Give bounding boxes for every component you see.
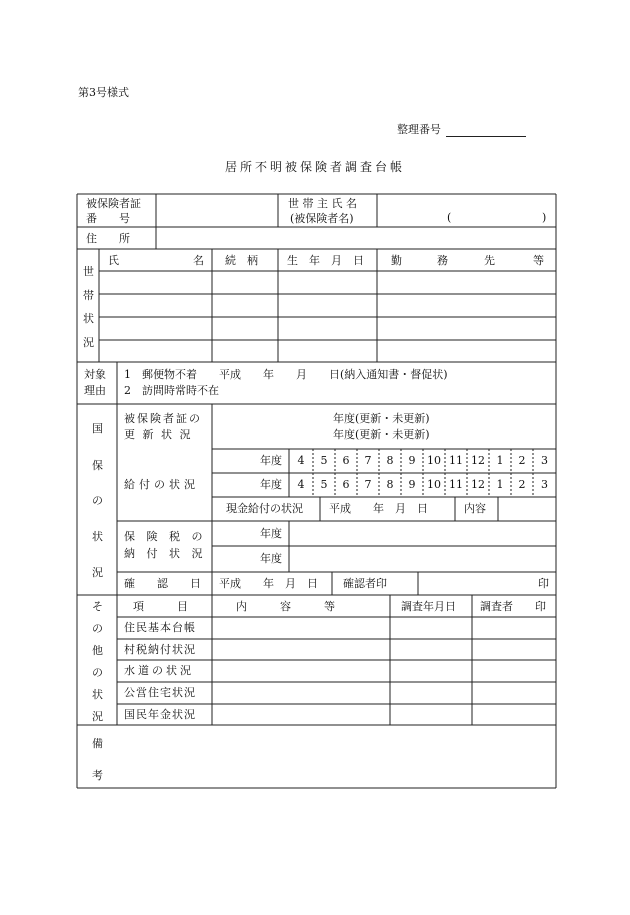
confirm-date-value: 平成 年 月 日 (219, 577, 318, 590)
confirmer-label: 確認者印 (343, 577, 387, 590)
col-name-2: 名 (193, 254, 204, 267)
remarks-field[interactable] (118, 726, 555, 787)
address-field[interactable] (157, 228, 555, 248)
month-cell[interactable]: 6 (342, 454, 350, 467)
col-survey-date: 調査年月日 (401, 600, 456, 613)
other-side-6: 況 (92, 710, 103, 723)
month-cell[interactable]: 11 (449, 478, 463, 491)
month-cell[interactable]: 5 (320, 478, 328, 491)
month-cell[interactable]: 7 (364, 454, 372, 467)
cash-benefit-label: 現金給付の状況 (226, 502, 303, 515)
household-side-2: 帯 (83, 289, 94, 302)
cert-renew-label-2: 更 新 状 況 (124, 428, 193, 441)
month-cell[interactable]: 2 (518, 454, 526, 467)
cash-benefit-date: 平成 年 月 日 (329, 502, 428, 515)
tax-label-2: 納 付 状 況 (124, 547, 207, 560)
month-cell[interactable]: 3 (541, 454, 548, 467)
target-reason-1: 1 郵便物不着 平成 年 月 日(納入通知書・督促状) (124, 368, 448, 381)
month-cell[interactable]: 10 (427, 454, 441, 467)
renew-line-2: 年度(更新・未更新) (333, 428, 430, 441)
benefit-label: 給付の状況 (124, 478, 199, 491)
month-cell[interactable]: 12 (471, 454, 485, 467)
month-cell[interactable]: 4 (297, 454, 305, 467)
household-side-3: 状 (83, 312, 94, 325)
kokuho-side-5: 況 (92, 566, 103, 579)
month-cell[interactable]: 1 (496, 478, 504, 491)
kokuho-side-2: 保 (92, 459, 103, 472)
other-side-2: の (92, 622, 103, 635)
cash-benefit-content-label: 内容 (464, 502, 486, 515)
month-cell[interactable]: 6 (342, 478, 350, 491)
address-label: 住 所 (86, 232, 130, 245)
household-side-1: 世 (83, 265, 94, 278)
tax-label-1: 保 険 税 の (124, 530, 207, 543)
household-side-4: 況 (83, 336, 94, 349)
other-item-5: 国民年金状況 (124, 708, 196, 721)
month-cell[interactable]: 9 (408, 454, 416, 467)
householder-name-field[interactable] (378, 195, 555, 226)
col-relation: 続 柄 (225, 254, 258, 267)
paren-open: ( (447, 211, 452, 224)
kokuho-side-1: 国 (92, 422, 103, 435)
col-work-4: 等 (533, 254, 544, 267)
cert-renew-label-1: 被保険者証の (124, 412, 202, 425)
other-side-5: 状 (92, 688, 103, 701)
month-cell[interactable]: 9 (408, 478, 416, 491)
cash-benefit-content-field[interactable] (499, 498, 555, 520)
other-item-1: 住民基本台帳 (124, 621, 196, 634)
month-cell[interactable]: 4 (297, 478, 305, 491)
householder-label-1: 世 帯 主 氏 名 (288, 197, 357, 210)
seiri-label: 整理番号 (397, 123, 441, 136)
month-cell[interactable]: 10 (427, 478, 441, 491)
month-cell[interactable]: 3 (541, 478, 548, 491)
month-cell[interactable]: 5 (320, 454, 328, 467)
col-name-1: 氏 (108, 254, 119, 267)
other-side-3: 他 (92, 644, 103, 657)
month-cell[interactable]: 8 (386, 454, 394, 467)
kokuho-side-3: の (92, 494, 103, 507)
renew-line-1: 年度(更新・未更新) (333, 412, 430, 425)
month-cell[interactable]: 12 (471, 478, 485, 491)
remarks-label-1: 備 (92, 737, 103, 750)
month-cell[interactable]: 8 (386, 478, 394, 491)
other-side-4: の (92, 666, 103, 679)
confirmer-seal: 印 (538, 577, 549, 590)
paren-close: ) (542, 211, 547, 224)
tax-nendo-1: 年度 (260, 527, 282, 540)
col-birth: 生 年 月 日 (287, 254, 364, 267)
target-label-1: 対象 (84, 368, 106, 381)
other-item-3: 水道の状況 (124, 664, 194, 677)
kokuho-side-4: 状 (92, 530, 103, 543)
other-item-4: 公営住宅状況 (124, 686, 196, 699)
cert-label-2: 番 号 (86, 212, 130, 225)
householder-label-2: (被保険者名) (290, 212, 354, 225)
col-investigator: 調査者 印 (480, 600, 546, 613)
tax-nendo-2: 年度 (260, 552, 282, 565)
col-work-2: 務 (437, 254, 448, 267)
col-item: 項 目 (133, 600, 188, 613)
remarks-label-2: 考 (92, 769, 103, 782)
form-number: 第3号様式 (78, 86, 129, 99)
cert-number-field[interactable] (157, 195, 277, 226)
cert-label-1: 被保険者証 (86, 197, 141, 210)
month-cell[interactable]: 7 (364, 478, 372, 491)
month-cell[interactable]: 2 (518, 478, 526, 491)
benefit-nendo-1: 年度 (260, 454, 282, 467)
col-work-3: 先 (484, 254, 495, 267)
confirm-date-label: 確 認 日 (124, 577, 201, 590)
page-title: 居所不明被保険者調査台帳 (224, 160, 405, 174)
benefit-nendo-2: 年度 (260, 478, 282, 491)
month-cell[interactable]: 1 (496, 454, 504, 467)
other-item-2: 村税納付状況 (124, 643, 196, 656)
target-reason-2: 2 訪問時常時不在 (124, 384, 219, 397)
col-content: 内 容 等 (236, 600, 335, 613)
month-cell[interactable]: 11 (449, 454, 463, 467)
col-work-1: 勤 (391, 254, 402, 267)
target-label-2: 理由 (84, 384, 106, 397)
other-side-1: そ (92, 600, 103, 613)
